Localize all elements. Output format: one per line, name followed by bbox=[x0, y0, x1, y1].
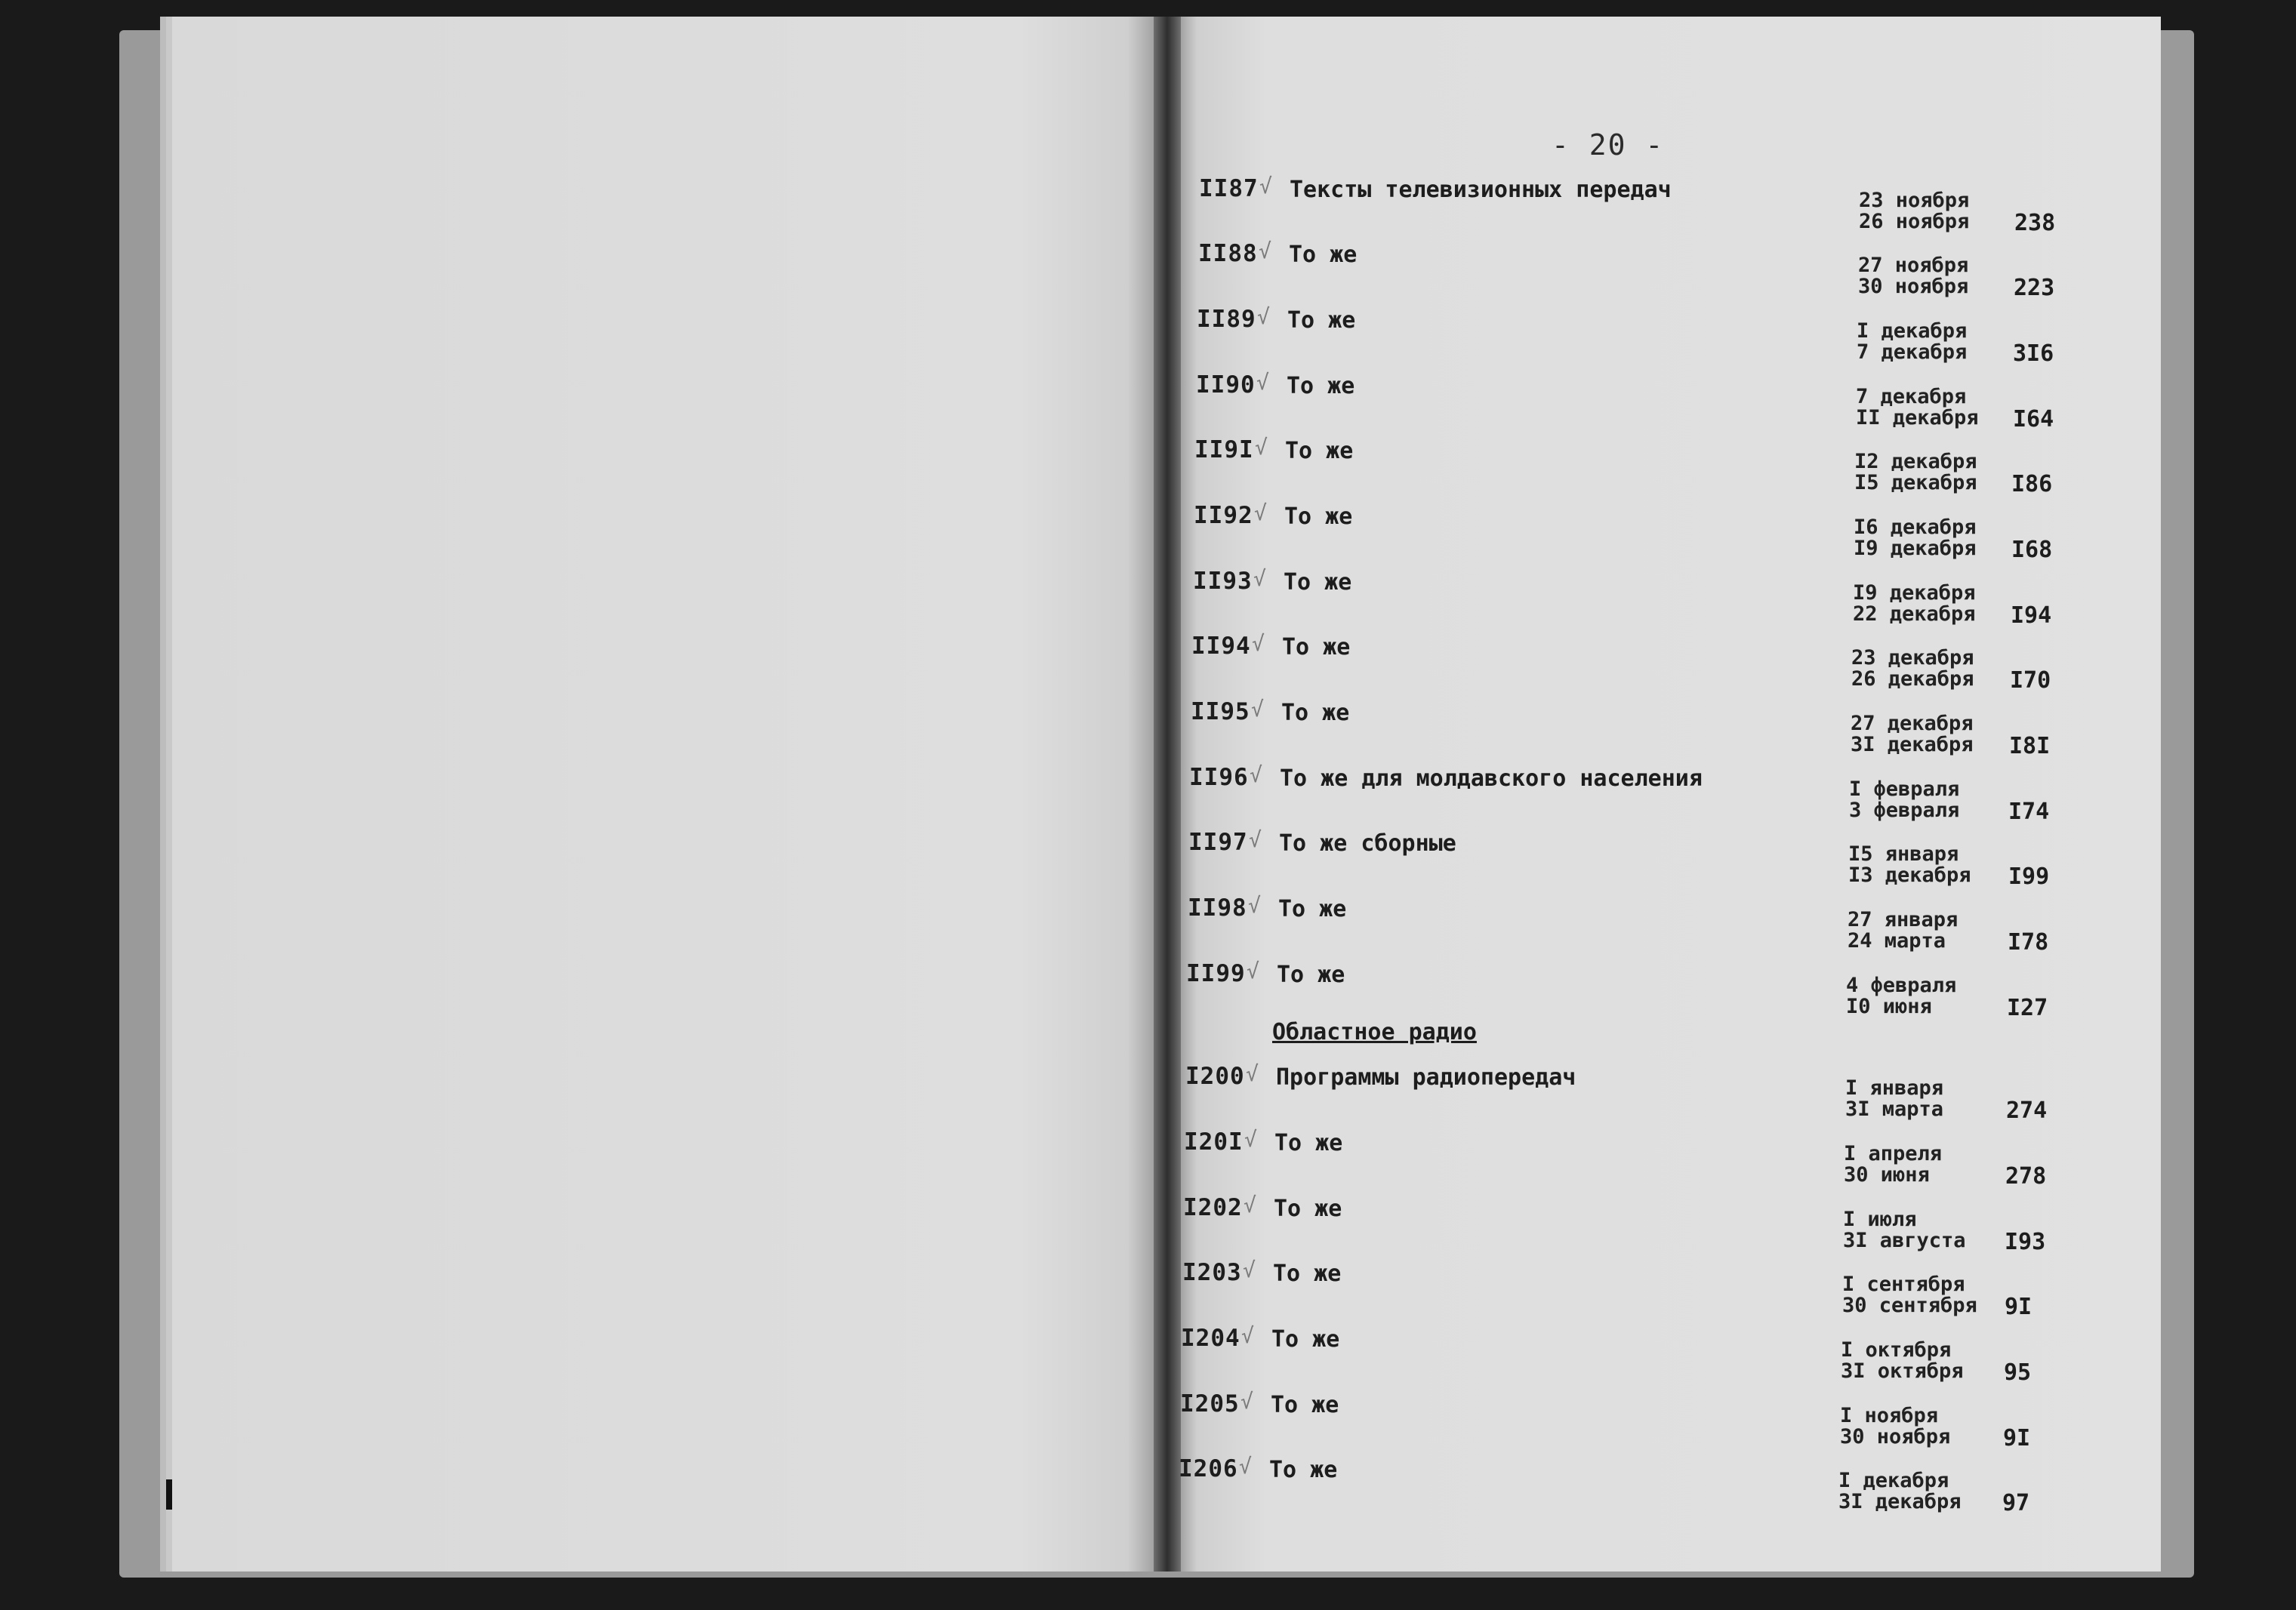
date-start: 4 февраля bbox=[1846, 974, 1957, 997]
check-mark: √ bbox=[1251, 697, 1264, 722]
inventory-row bbox=[0, 1128, 2296, 1189]
item-title: То же сборные bbox=[1279, 830, 1456, 857]
check-mark: √ bbox=[1246, 1061, 1259, 1086]
inventory-row bbox=[0, 764, 2296, 824]
date-end: 30 ноября bbox=[1858, 275, 1969, 298]
date-start: I9 декабря bbox=[1853, 581, 1976, 605]
date-start: I июля bbox=[1843, 1208, 1917, 1231]
date-start: 27 ноября bbox=[1858, 254, 1969, 277]
item-title: То же bbox=[1277, 962, 1345, 988]
item-title: То же bbox=[1282, 634, 1351, 660]
item-title: То же bbox=[1284, 569, 1352, 596]
item-title: То же bbox=[1271, 1392, 1339, 1418]
inventory-row bbox=[0, 829, 2296, 889]
inventory-row bbox=[0, 894, 2296, 955]
inventory-row bbox=[0, 436, 2296, 497]
page-count: I86 bbox=[2011, 471, 2053, 497]
inventory-row bbox=[0, 633, 2296, 693]
check-mark: √ bbox=[1244, 1127, 1257, 1152]
item-title: То же bbox=[1274, 1196, 1342, 1222]
date-start: I февраля bbox=[1849, 777, 1960, 801]
inventory-row bbox=[0, 175, 2296, 235]
item-number: I204 bbox=[1181, 1325, 1240, 1352]
check-mark: √ bbox=[1247, 959, 1259, 984]
date-end: 26 ноября bbox=[1859, 210, 1970, 233]
date-end: 24 марта bbox=[1848, 929, 1946, 953]
item-number: II97 bbox=[1188, 829, 1248, 856]
page-count: 278 bbox=[2005, 1163, 2047, 1190]
item-title: То же bbox=[1273, 1261, 1342, 1287]
check-mark: √ bbox=[1248, 893, 1261, 918]
page-count: I93 bbox=[2005, 1229, 2046, 1255]
page-count: I70 bbox=[2010, 667, 2051, 694]
page-count: I94 bbox=[2011, 602, 2052, 629]
item-number: II9I bbox=[1194, 436, 1254, 463]
date-end: 22 декабря bbox=[1853, 602, 1976, 626]
inventory-row bbox=[0, 1455, 2296, 1516]
inventory-row bbox=[0, 240, 2296, 300]
item-number: II95 bbox=[1191, 698, 1250, 725]
item-number: I203 bbox=[1182, 1259, 1242, 1286]
check-mark: √ bbox=[1240, 1389, 1253, 1414]
inventory-row bbox=[0, 1390, 2296, 1451]
item-title: То же bbox=[1269, 1457, 1338, 1483]
item-number: I20I bbox=[1184, 1128, 1244, 1156]
item-title: То же bbox=[1284, 503, 1353, 530]
page-count: I99 bbox=[2008, 863, 2050, 890]
item-number: II99 bbox=[1186, 960, 1246, 987]
date-start: I апреля bbox=[1844, 1142, 1943, 1165]
page-count: 274 bbox=[2006, 1097, 2048, 1124]
inventory-row bbox=[0, 1063, 2296, 1123]
item-number: I202 bbox=[1183, 1194, 1243, 1221]
check-mark: √ bbox=[1241, 1323, 1254, 1348]
check-mark: √ bbox=[1254, 500, 1267, 525]
check-mark: √ bbox=[1256, 370, 1269, 395]
date-start: I2 декабря bbox=[1854, 450, 1977, 473]
date-start: I декабря bbox=[1857, 319, 1968, 343]
item-title: То же bbox=[1287, 373, 1355, 399]
check-mark: √ bbox=[1253, 566, 1266, 591]
item-title: То же bbox=[1278, 896, 1347, 922]
date-end: 3 февраля bbox=[1849, 799, 1960, 822]
page-number: - 20 - bbox=[1552, 128, 1665, 162]
date-end: I9 декабря bbox=[1854, 537, 1977, 560]
date-start: I6 декабря bbox=[1854, 516, 1977, 539]
check-mark: √ bbox=[1259, 239, 1271, 263]
page-count: I8I bbox=[2009, 733, 2051, 759]
date-start: I января bbox=[1845, 1076, 1944, 1100]
date-end: 3I декабря bbox=[1838, 1490, 1962, 1513]
date-end: 3I марта bbox=[1845, 1097, 1944, 1121]
check-mark: √ bbox=[1243, 1258, 1256, 1282]
page-count: 238 bbox=[2014, 210, 2056, 236]
date-end: 30 сентября bbox=[1842, 1294, 1977, 1317]
date-start: 7 декабря bbox=[1856, 385, 1967, 408]
date-end: 30 июня bbox=[1844, 1163, 1930, 1187]
date-end: 30 ноября bbox=[1840, 1425, 1951, 1448]
page-count: 223 bbox=[2014, 275, 2055, 301]
date-end: 7 декабря bbox=[1857, 340, 1968, 364]
inventory-row bbox=[0, 568, 2296, 628]
date-end: 3I августа bbox=[1843, 1229, 1966, 1252]
check-mark: √ bbox=[1252, 631, 1265, 656]
inventory-row bbox=[0, 1259, 2296, 1319]
date-start: 23 декабря bbox=[1851, 646, 1974, 670]
page-count: I68 bbox=[2011, 537, 2053, 563]
check-mark: √ bbox=[1257, 304, 1270, 329]
item-number: II92 bbox=[1194, 502, 1253, 529]
item-title: То же bbox=[1281, 700, 1350, 726]
page-count: 9I bbox=[2003, 1425, 2031, 1451]
page-count: 95 bbox=[2004, 1359, 2032, 1386]
item-title: Тексты телевизионных передач bbox=[1290, 177, 1672, 203]
item-title: Программы радиопередач bbox=[1276, 1064, 1576, 1091]
page-count: 3I6 bbox=[2013, 340, 2054, 367]
page-count: 97 bbox=[2002, 1490, 2030, 1516]
check-mark: √ bbox=[1255, 435, 1268, 460]
date-start: I5 января bbox=[1848, 842, 1959, 866]
date-end: 3I октября bbox=[1841, 1359, 1964, 1383]
inventory-row bbox=[0, 1194, 2296, 1254]
section-heading: Областное радио bbox=[1272, 1019, 1477, 1045]
date-start: 27 января bbox=[1848, 908, 1959, 931]
inventory-row bbox=[0, 960, 2296, 1020]
date-start: I сентября bbox=[1842, 1273, 1965, 1296]
item-title: То же bbox=[1274, 1130, 1343, 1156]
item-number: I205 bbox=[1180, 1390, 1240, 1418]
page-count: I74 bbox=[2008, 799, 2050, 825]
item-title: То же bbox=[1289, 242, 1358, 268]
inventory-row bbox=[0, 306, 2296, 366]
check-mark: √ bbox=[1250, 762, 1262, 787]
item-number: II90 bbox=[1196, 371, 1256, 399]
item-title: То же bbox=[1285, 438, 1354, 464]
item-title: То же bbox=[1287, 307, 1356, 334]
inventory-row bbox=[0, 371, 2296, 432]
item-number: II89 bbox=[1197, 306, 1256, 333]
item-number: I206 bbox=[1179, 1455, 1238, 1482]
item-number: II93 bbox=[1193, 568, 1253, 595]
check-mark: √ bbox=[1244, 1193, 1256, 1218]
date-end: I5 декабря bbox=[1854, 471, 1977, 494]
item-number: I200 bbox=[1185, 1063, 1245, 1090]
inventory-row bbox=[0, 502, 2296, 562]
item-number: II94 bbox=[1191, 633, 1251, 660]
date-start: I ноября bbox=[1840, 1404, 1939, 1427]
date-start: 27 декабря bbox=[1851, 712, 1974, 735]
date-start: I декабря bbox=[1838, 1469, 1949, 1492]
date-start: I октября bbox=[1841, 1338, 1952, 1362]
check-mark: √ bbox=[1239, 1454, 1252, 1479]
date-end: I0 июня bbox=[1846, 995, 1932, 1018]
page-count: I78 bbox=[2008, 929, 2049, 956]
inventory-row bbox=[0, 1325, 2296, 1385]
date-start: 23 ноября bbox=[1859, 189, 1970, 212]
item-title: То же для молдавского населения bbox=[1280, 765, 1703, 792]
date-end: 3I декабря bbox=[1851, 733, 1974, 756]
date-end: II декабря bbox=[1856, 406, 1979, 429]
item-number: II96 bbox=[1189, 764, 1249, 791]
check-mark: √ bbox=[1259, 174, 1272, 199]
item-title: То же bbox=[1271, 1326, 1340, 1353]
item-number: II98 bbox=[1188, 894, 1247, 922]
check-mark: √ bbox=[1249, 827, 1262, 852]
page-count: I64 bbox=[2013, 406, 2054, 433]
inventory-row bbox=[0, 698, 2296, 759]
item-number: II87 bbox=[1199, 175, 1259, 202]
item-number: II88 bbox=[1198, 240, 1258, 267]
page-count: I27 bbox=[2007, 995, 2048, 1021]
date-end: 26 декабря bbox=[1851, 667, 1974, 691]
page-count: 9I bbox=[2005, 1294, 2032, 1320]
date-end: I3 декабря bbox=[1848, 863, 1971, 887]
